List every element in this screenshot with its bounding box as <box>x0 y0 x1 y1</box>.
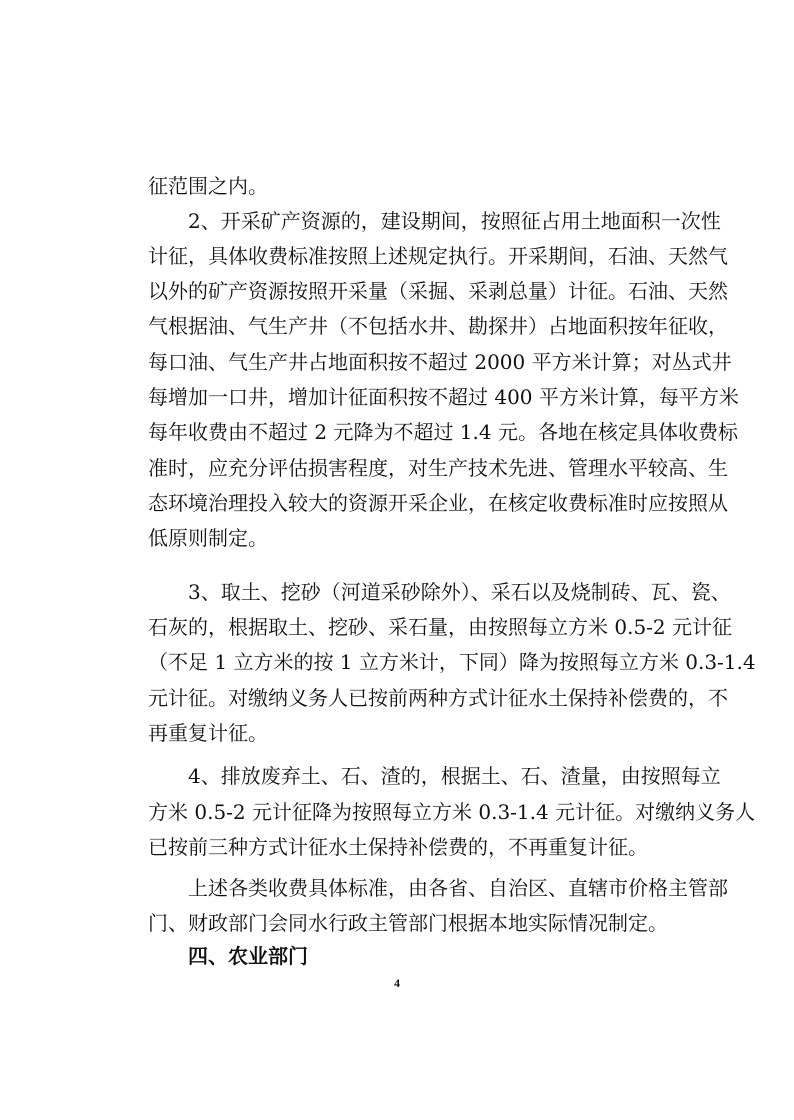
text-line: 4、排放废弃土、石、渣的，根据土、石、渣量，由按照每立 <box>188 764 721 788</box>
text-line: 上述各类收费具体标准，由各省、自治区、直辖市价格主管部 <box>188 876 728 900</box>
text-line: 方米 0.5-2 元计征降为按照每立方米 0.3-1.4 元计征。对缴纳义务人 <box>148 800 756 824</box>
text-line: 准时，应充分评估损害程度，对生产技术先进、管理水平较高、生 <box>148 456 728 480</box>
text-line: 每增加一口井，增加计征面积按不超过 400 平方米计算，每平方米 <box>148 385 739 409</box>
text-line: 以外的矿产资源按照开采量（采掘、采剥总量）计征。石油、天然 <box>148 279 728 303</box>
section-heading: 四、农业部门 <box>188 944 308 968</box>
text-line: 低原则制定。 <box>148 526 268 550</box>
text-line: 态环境治理投入较大的资源开采企业，在核定收费标准时应按照从 <box>148 491 728 515</box>
text-line: 再重复计征。 <box>148 721 268 745</box>
text-line: 征范围之内。 <box>148 174 268 198</box>
text-line: 计征，具体收费标准按照上述规定执行。开采期间，石油、天然气 <box>148 244 728 268</box>
text-line: 元计征。对缴纳义务人已按前两种方式计征水土保持补偿费的，不 <box>148 686 728 710</box>
text-line: 门、财政部门会同水行政主管部门根据本地实际情况制定。 <box>148 911 668 935</box>
text-line: 已按前三种方式计征水土保持补偿费的，不再重复计征。 <box>148 835 648 859</box>
text-line: 每口油、气生产井占地面积按不超过 2000 平方米计算；对丛式井 <box>148 350 732 374</box>
text-line: 3、取土、挖砂（河道采砂除外）、采石以及烧制砖、瓦、瓷、 <box>188 580 731 604</box>
text-line: 每年收费由不超过 2 元降为不超过 1.4 元。各地在核定具体收费标 <box>148 420 738 444</box>
page-number: 4 <box>394 976 400 990</box>
text-line: 2、开采矿产资源的，建设期间，按照征占用土地面积一次性 <box>188 209 721 233</box>
text-line: 气根据油、气生产井（不包括水井、勘探井）占地面积按年征收， <box>148 314 728 338</box>
text-line: （不足 1 立方米的按 1 立方米计，下同）降为按照每立方米 0.3-1.4 <box>148 650 756 674</box>
text-line: 石灰的，根据取土、挖砂、采石量，由按照每立方米 0.5-2 元计征 <box>148 615 733 639</box>
